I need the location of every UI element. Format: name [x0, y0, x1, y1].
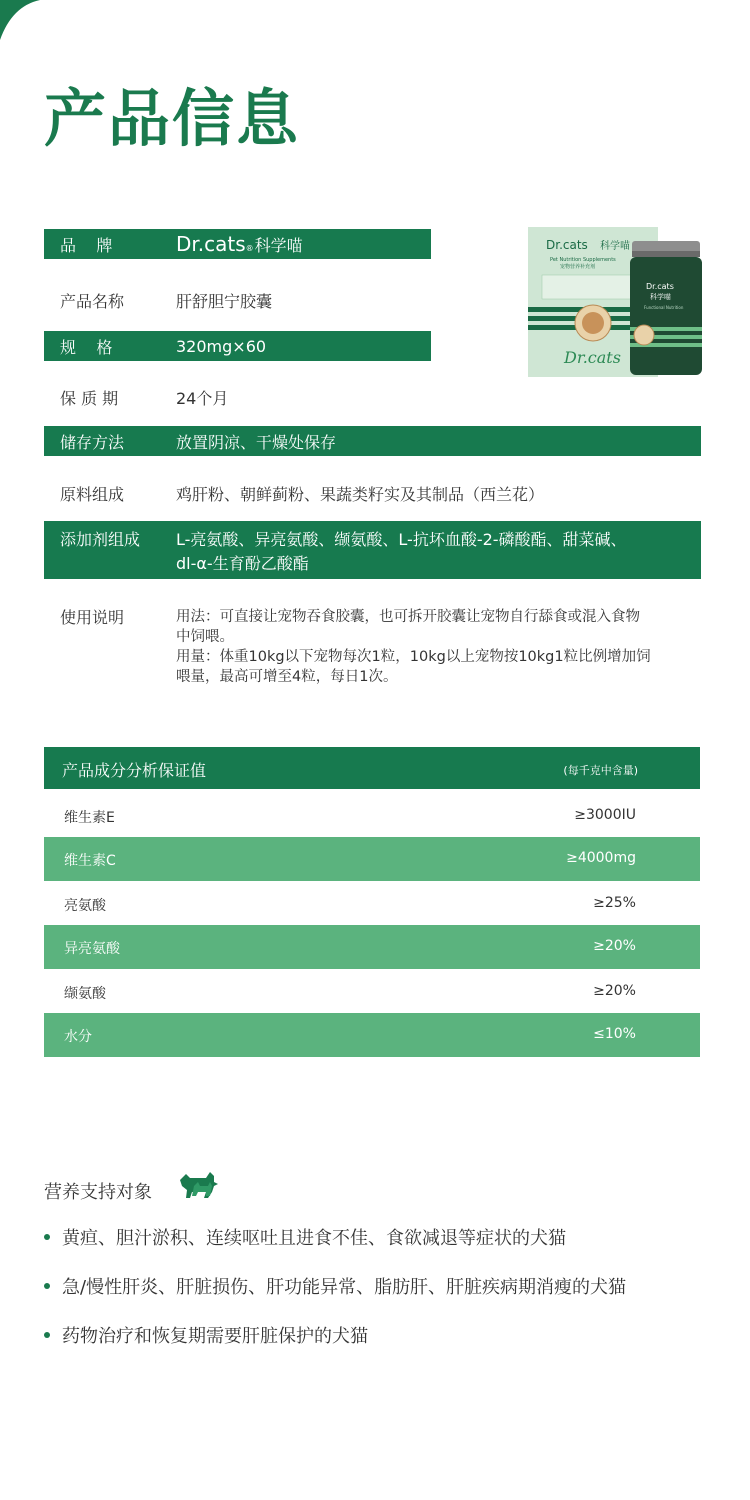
name-value: 肝舒胆宁胶囊	[176, 291, 273, 311]
brand-row	[44, 229, 431, 259]
additives-label: 添加剂组成	[60, 530, 141, 549]
analysis-title: 产品成分分析保证值	[62, 761, 207, 780]
nutrient-name: 异亮氨酸	[64, 941, 120, 957]
name-row	[44, 285, 431, 315]
name-label: 产品名称	[60, 291, 125, 311]
spec-label: 规 格	[60, 337, 113, 357]
brand-logo-reg: ®	[245, 244, 254, 253]
corner-decoration	[0, 0, 40, 40]
nutrient-name: 水分	[64, 1029, 92, 1045]
nutrient-value: ≥3000IU	[574, 807, 636, 823]
nutrient-value: ≤10%	[593, 1026, 636, 1042]
support-item: 急/慢性肝炎、肝脏损伤、肝功能异常、脂肪肝、肝脏疾病期消瘦的犬猫	[62, 1277, 627, 1298]
support-title: 营养支持对象	[44, 1182, 152, 1203]
table-row	[44, 794, 700, 838]
table-row	[44, 1013, 700, 1057]
usage-value	[176, 607, 651, 687]
nutrient-name: 维生素C	[64, 853, 116, 869]
list-item	[44, 1322, 368, 1348]
box-subtitle-cn: 宠物营养补充剂	[560, 264, 596, 270]
box-script-logo: Dr.cats	[564, 348, 621, 367]
brand-logo-cn: 科学喵	[254, 236, 303, 255]
box-logo: Dr.cats	[546, 238, 588, 252]
ingredients-row	[44, 478, 701, 508]
additives-row	[44, 521, 701, 579]
brand-logo-latin: Dr.cats	[176, 232, 246, 256]
nutrient-name: 亮氨酸	[64, 898, 106, 914]
bullet-dot	[44, 1332, 50, 1338]
nutrient-value: ≥4000mg	[566, 850, 636, 866]
shelf-label: 保 质 期	[60, 388, 119, 408]
bottle-logo-cn: 科学喵	[650, 293, 671, 301]
support-item: 药物治疗和恢复期需要肝脏保护的犬猫	[62, 1326, 368, 1347]
additives-line-1: L-亮氨酸、异亮氨酸、缬氨酸、L-抗坏血酸-2-磷酸酯、甜菜碱、	[176, 530, 627, 549]
list-item	[44, 1224, 566, 1250]
bottle-subtitle: Functional Nutrition	[644, 305, 684, 310]
box-subtitle-en: Pet Nutrition Supplements	[550, 257, 616, 263]
list-item	[44, 1273, 626, 1299]
bullet-dot	[44, 1234, 50, 1240]
usage-line-2: 中饲喂。	[176, 629, 234, 645]
table-row	[44, 970, 700, 1014]
shelf-row	[44, 382, 431, 412]
spec-row	[44, 331, 431, 361]
additives-value	[176, 528, 627, 576]
page-title: 产品信息	[44, 82, 301, 155]
additives-line-2: dl-α-生育酚乙酸酯	[176, 554, 309, 573]
spec-value: 320mg×60	[176, 336, 267, 356]
storage-row	[44, 426, 701, 456]
nutrient-value: ≥20%	[593, 938, 636, 954]
nutrient-value: ≥20%	[593, 983, 636, 999]
usage-line-1: 用法：可直接让宠物吞食胶囊，也可拆开胶囊让宠物自行舔食或混入食物	[176, 609, 640, 625]
table-row	[44, 882, 700, 926]
brand-logo	[176, 232, 303, 256]
usage-line-3: 用量：体重10kg以下宠物每次1粒，10kg以上宠物按10kg1粒比例增加饲	[176, 649, 651, 665]
table-row	[44, 837, 700, 881]
box-logo-cn: 科学喵	[600, 241, 630, 252]
analysis-header	[44, 747, 700, 789]
bottle-logo: Dr.cats	[646, 282, 674, 291]
nutrient-name: 缬氨酸	[64, 986, 106, 1002]
storage-value: 放置阴凉、干燥处保存	[176, 432, 337, 452]
dog-cat-icon	[178, 1168, 220, 1202]
table-row	[44, 925, 700, 969]
shelf-value: 24个月	[176, 388, 229, 408]
usage-label: 使用说明	[60, 608, 125, 627]
support-item: 黄疸、胆汁淤积、连续呕吐且进食不佳、食欲减退等症状的犬猫	[62, 1228, 566, 1249]
ingredients-label: 原料组成	[60, 484, 125, 504]
product-image	[528, 227, 702, 377]
brand-label: 品 牌	[60, 235, 113, 255]
ingredients-value: 鸡肝粉、朝鲜蓟粉、果蔬类籽实及其制品（西兰花）	[176, 484, 545, 504]
storage-label: 储存方法	[60, 432, 125, 452]
usage-row	[44, 603, 744, 693]
usage-line-4: 喂量，最高可增至4粒，每日1次。	[176, 669, 398, 685]
analysis-note: (每千克中含量)	[563, 764, 638, 777]
nutrient-name: 维生素E	[64, 810, 115, 826]
bullet-dot	[44, 1283, 50, 1289]
nutrient-value: ≥25%	[593, 895, 636, 911]
